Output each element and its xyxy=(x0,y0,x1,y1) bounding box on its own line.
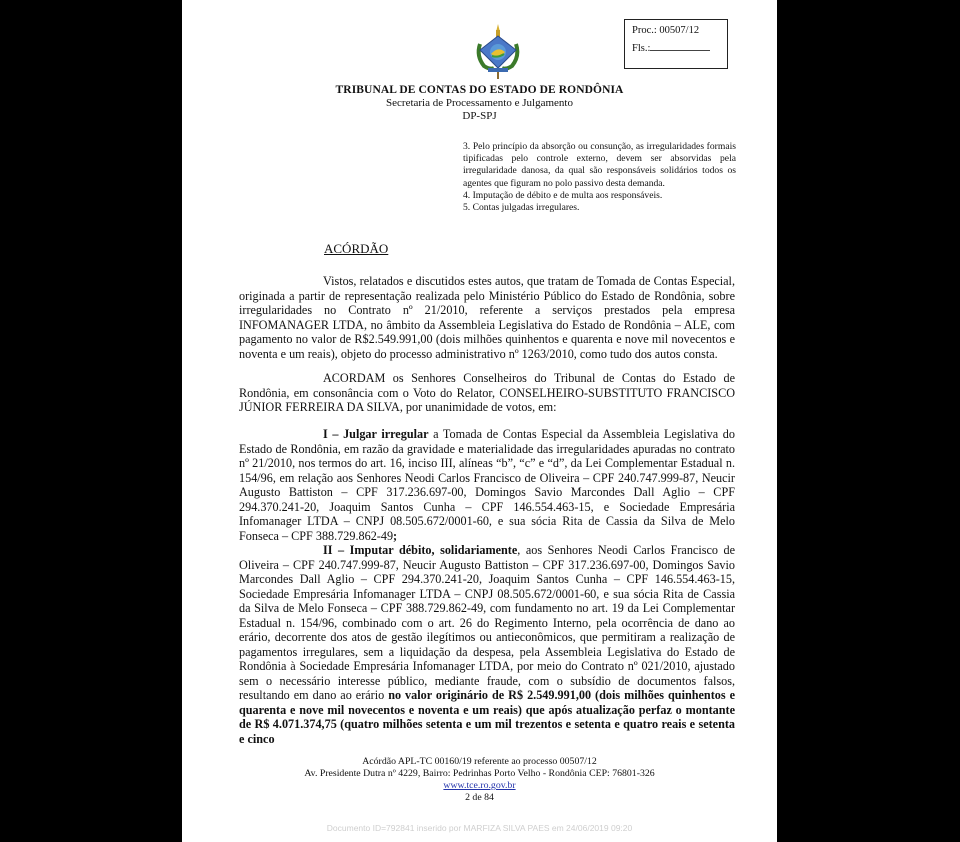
item-i-text: a Tomada de Contas Especial da Assembleia Legislativa do Estado de Rondônia, em razão da gravidade e materialidade das irregularidades apuradas no contrato nº 21/2010, nos termos do art. 16, inciso III, alíneas “b”, “c” e “d”, da Lei Complementar Estadual n. 154/96, em relação aos Senhores Neodi Carlos Francisco de Oliveira – CPF 240.747.999-87, Neucir Augusto Battiston – CPF 317.236.697-00, Domingos Savio Marcondes Dall Aglio – CPF 294.370.241-20, Joaquim Santos Cunha – CPF 146.554.463-15, e Sociedade Empresária Infomanager LTDA – CNPJ 08.505.672/0001-60, e sua sócia Rita de Cassia da Silva de Melo Fonseca – CPF 388.729.862-49 xyxy=(239,427,735,543)
document-stamp: Documento ID=792841 inserido por MARFIZA SILVA PAES em 24/06/2019 09:20 xyxy=(326,823,633,833)
paragraph-text: Vistos, relatados e discutidos estes autos, que tratam de Tomada de Contas Especial, originada a partir de representação realizada pelo Ministério Público do Estado de Rondônia, sobre irregularidades no Contrato nº 21/2010, referente a serviços prestados pela empresa INFOMANAGER LTDA, no âmbito da Assembleia Legislativa do Estado de Rondônia – ALE, com pagamento no valor de R$2.549.991,00 (dois milhões quinhentos e quarenta e nove mil novecentos e noventa e um reais), objeto do processo administrativo nº 1263/2010, como tudo dos autos consta. xyxy=(239,274,735,361)
paragraph-item-ii xyxy=(239,543,735,746)
institution-title: TRIBUNAL DE CONTAS DO ESTADO DE RONDÔNIA xyxy=(335,84,624,96)
document-footer xyxy=(182,756,777,804)
ementa-item: 5. Contas julgadas irregulares. xyxy=(463,202,580,214)
page-number: 2 de 84 xyxy=(465,792,494,803)
footer-address: Av. Presidente Dutra nº 4229, Bairro: Pedrinhas Porto Velho - Rondônia CEP: 76801-326 xyxy=(304,768,655,779)
paragraph-item-i xyxy=(239,427,735,543)
item-ii-text: , aos Senhores Neodi Carlos Francisco de Oliveira – CPF 240.747.999-87, Neucir Augusto Battiston – CPF 317.236.697-00, Domingos Savio Marcondes Dall Aglio – CPF 294.370.241-20, Joaquim Santos Cunha – CPF 146.554.463-15, Sociedade Empresária Infomanager LTDA – CNPJ 08.505.672/0001-60, e sua sócia Rita de Cassia da Silva de Melo Fonseca – CPF 388.729.862-49, com fundamento no art. 19 da Lei Complementar Estadual n. 154/96, combinado com o art. 26 do Regimento Interno, pela ocorrência de dano ao erário, decorrente dos atos de gestão ilegítimos ou antieconômicos, que permitiram a realização de pagamentos irregulares, sem a liquidação da despesa, pela Assembleia Legislativa do Estado de Rondônia à Sociedade Empresária Infomanager LTDA, por meio do Contrato nº 021/2010, ajustado sem o necessário interesse público, mediante fraude, com o subsídio de documentos falsos, resultando em dano ao erário xyxy=(239,543,735,702)
folhas-blank-line xyxy=(650,40,710,51)
item-i-end: ; xyxy=(393,528,398,543)
process-info-box xyxy=(624,19,728,69)
document-header xyxy=(182,84,777,123)
document-page xyxy=(182,0,777,842)
footer-website-link[interactable]: www.tce.ro.gov.br xyxy=(443,780,516,791)
paragraph-text: ACORDAM os Senhores Conselheiros do Tribunal de Contas do Estado de Rondônia, em consonância com o Voto do Relator, CONSELHEIRO-SUBSTITUTO FRANCISCO JÚNIOR FERREIRA DA SILVA, por unanimidade de votos, em: xyxy=(239,371,735,414)
folhas-label: Fls.: xyxy=(632,43,651,54)
item-ii-amount: no valor originário de R$ 2.549.991,00 (dois milhões quinhentos e quarenta e nove mil novecentos e noventa e um reais) que após atualização perfaz o montante de R$ 4.071.374,75 (quatro milhões setenta e um mil trezentos e setenta e quatro reais e setenta e cinco xyxy=(239,688,735,746)
paragraph-acordam xyxy=(239,371,735,415)
paragraph-vistos xyxy=(239,274,735,361)
folhas-field xyxy=(632,40,727,58)
rondonia-coat-of-arms-icon xyxy=(472,22,524,80)
ementa-summary xyxy=(463,141,736,214)
institution-subtitle: Secretaria de Processamento e Julgamento xyxy=(386,97,573,109)
department-code: DP-SPJ xyxy=(462,110,497,122)
item-ii-heading: II – Imputar débito, solidariamente xyxy=(323,543,518,557)
process-number: Proc.: 00507/12 xyxy=(632,25,700,36)
ementa-item: 3. Pelo princípio da absorção ou consunção, as irregularidades formais tipificadas pelo controle externo, devem ser absorvidas pela irregularidade danosa, da qual são responsáveis solidários todos os agentes que figuram no polo passivo desta demanda. xyxy=(463,141,736,189)
item-i-heading: I – Julgar irregular xyxy=(323,427,429,441)
footer-reference: Acórdão APL-TC 00160/19 referente ao processo 00507/12 xyxy=(362,756,597,767)
ementa-item: 4. Imputação de débito e de multa aos responsáveis. xyxy=(463,189,663,201)
acordao-heading: ACÓRDÃO xyxy=(324,241,389,256)
